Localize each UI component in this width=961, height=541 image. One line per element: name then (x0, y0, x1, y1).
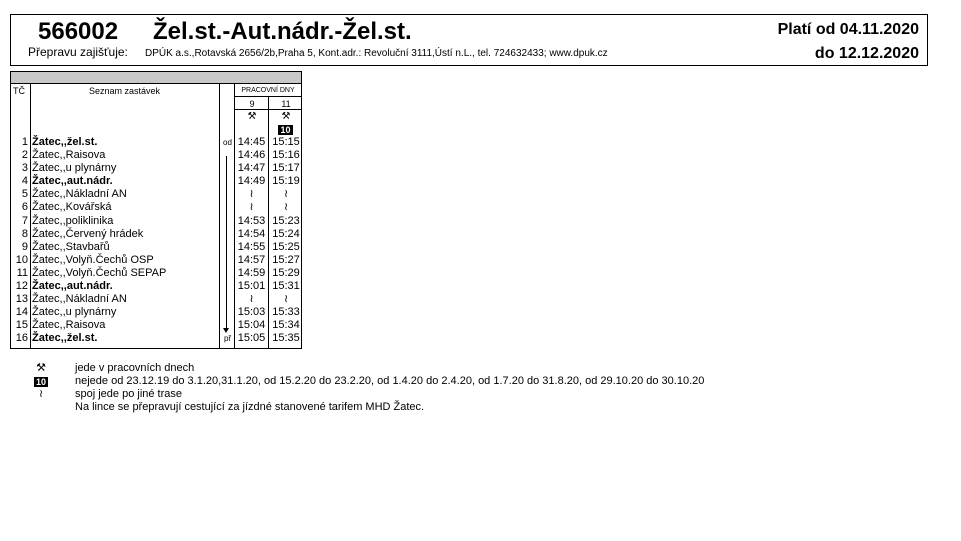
table-row (11, 228, 303, 241)
stop-name: Žatec,,Raisova (32, 149, 106, 162)
departure-time: ≀ (283, 188, 289, 201)
stop-number: 6 (21, 201, 28, 214)
departure-time: 15:05 (237, 332, 266, 345)
departure-time: 15:03 (237, 306, 266, 319)
divider (235, 109, 301, 110)
stop-number: 8 (21, 227, 28, 240)
operator-label: Přepravu zajišťuje: (28, 45, 128, 59)
stop-number: 15 (15, 319, 28, 332)
column-header-tc: TČ (13, 86, 25, 96)
departure-time: 15:19 (272, 175, 300, 188)
hammer-icon: ⚒ (36, 362, 46, 374)
stop-name: Žatec,,Volyň.Čechů SEPAP (32, 266, 167, 279)
stop-name: Žatec,,Raisova (32, 319, 106, 332)
departure-time: ≀ (249, 188, 254, 201)
table-row (11, 149, 303, 162)
table-row (11, 267, 303, 280)
stop-number: 10 (15, 253, 28, 266)
departure-time: ≀ (283, 201, 289, 214)
valid-from: Platí od 04.11.2020 (777, 21, 919, 38)
divider (235, 96, 301, 97)
departure-time: 15:25 (272, 240, 300, 253)
stop-name: Žatec,,Nákladní AN (32, 293, 127, 306)
departure-time: 14:59 (237, 266, 266, 279)
table-row (11, 332, 303, 345)
departure-time: 14:55 (237, 240, 266, 253)
stop-name: Žatec,,žel.st. (32, 332, 98, 345)
departure-time: 14:53 (237, 214, 266, 227)
timetable-header (10, 14, 928, 66)
restriction-badge: 10 (278, 125, 293, 135)
stop-name: Žatec,,žel.st. (32, 136, 98, 148)
departure-time: 15:33 (272, 306, 300, 319)
legend-text: spoj jede po jiné trase (75, 388, 183, 400)
legend-text: nejede od 23.12.19 do 3.1.20,31.1.20, od 15.2.20 do 23.2.20, od 1.4.20 do 2.4.20, od 1.7.20 do 31.8.20, od 29.10.20 do 30.10.20 (75, 375, 705, 387)
route-title: Žel.st.-Aut.nádr.-Žel.st. (153, 18, 412, 45)
table-row (11, 293, 303, 306)
stop-flag: od (223, 138, 232, 147)
departure-time: 14:54 (237, 227, 266, 240)
stop-number: 14 (15, 306, 28, 319)
departure-time: 14:57 (237, 253, 266, 266)
line-number: 566002 (38, 18, 119, 45)
operator-info: DPÚK a.s.,Rotavská 2656/2b,Praha 5, Kont.adr.: Revoluční 3111,Ústí n.L., tel. 724632433; www.dpuk.cz (145, 48, 608, 59)
stop-number: 2 (21, 149, 28, 162)
departure-time: 14:49 (237, 175, 266, 188)
stop-name: Žatec,,Nákladní AN (32, 188, 127, 201)
table-row (11, 188, 303, 201)
stop-name: Žatec,,Kovářská (32, 201, 112, 214)
detour-icon: ≀ (38, 388, 44, 400)
table-row (11, 319, 303, 332)
departure-time: 15:16 (272, 149, 300, 162)
stop-number: 9 (21, 240, 28, 253)
stop-number: 16 (15, 332, 28, 345)
stop-name: Žatec,,Červený hrádek (32, 227, 144, 240)
table-row (11, 136, 303, 149)
stop-number: 4 (21, 175, 28, 188)
stop-name: Žatec,,poliklinika (32, 214, 114, 227)
table-row (11, 175, 303, 188)
departure-time: 15:24 (272, 227, 300, 240)
stop-rows (11, 136, 303, 346)
stop-number: 5 (21, 188, 28, 201)
departure-time: 15:23 (272, 214, 300, 227)
stop-name: Žatec,,aut.nádr. (32, 280, 113, 293)
departure-time: 15:34 (272, 319, 300, 332)
departure-time: 15:04 (237, 319, 266, 332)
departure-time: 15:35 (272, 332, 300, 345)
trip-number: 11 (281, 99, 291, 109)
stop-name: Žatec,,u plynárny (32, 306, 117, 319)
table-row (11, 254, 303, 267)
valid-to: do 12.12.2020 (814, 45, 919, 62)
departure-time: 15:27 (272, 253, 300, 266)
stop-name: Žatec,,u plynárny (32, 162, 117, 175)
departure-time: 15:15 (272, 136, 300, 148)
table-row (11, 306, 303, 319)
restriction-badge: 10 (35, 377, 46, 387)
departure-time: 15:29 (272, 266, 300, 279)
stop-name: Žatec,,aut.nádr. (32, 175, 113, 188)
stop-number: 11 (16, 266, 28, 279)
table-row (11, 280, 303, 293)
stop-number: 12 (15, 280, 28, 293)
timetable-table (10, 84, 302, 349)
column-header-stops: Seznam zastávek (88, 86, 161, 96)
trip-number: 9 (249, 99, 255, 109)
departure-time: 14:45 (237, 136, 266, 148)
departure-time: 15:17 (272, 162, 300, 175)
departure-time: ≀ (249, 293, 254, 306)
table-row (11, 201, 303, 214)
stop-number: 1 (21, 136, 28, 148)
stop-name: Žatec,,Volyň.Čechů OSP (32, 253, 154, 266)
departure-time: 15:01 (237, 280, 266, 293)
departure-time: ≀ (283, 293, 289, 306)
stop-number: 3 (21, 162, 28, 175)
stop-number: 7 (21, 214, 28, 227)
stop-flag: př (223, 334, 232, 344)
departure-time: 14:47 (237, 162, 266, 175)
departure-time: ≀ (249, 201, 254, 214)
table-row (11, 241, 303, 254)
legend-text: Na lince se přepravují cestující za jízdné stanovené tarifem MHD Žatec. (75, 401, 425, 413)
departure-time: 15:31 (272, 280, 300, 293)
table-top-bar (10, 71, 302, 84)
table-row (11, 162, 303, 175)
column-header-days: PRACOVNÍ DNY (241, 87, 295, 94)
hammer-icon: ⚒ (281, 111, 291, 122)
stop-name: Žatec,,Stavbařů (32, 240, 110, 253)
stop-number: 13 (15, 293, 28, 306)
legend-text: jede v pracovních dnech (75, 362, 195, 374)
table-row (11, 215, 303, 228)
departure-time: 14:46 (237, 149, 266, 162)
hammer-icon: ⚒ (247, 111, 257, 122)
